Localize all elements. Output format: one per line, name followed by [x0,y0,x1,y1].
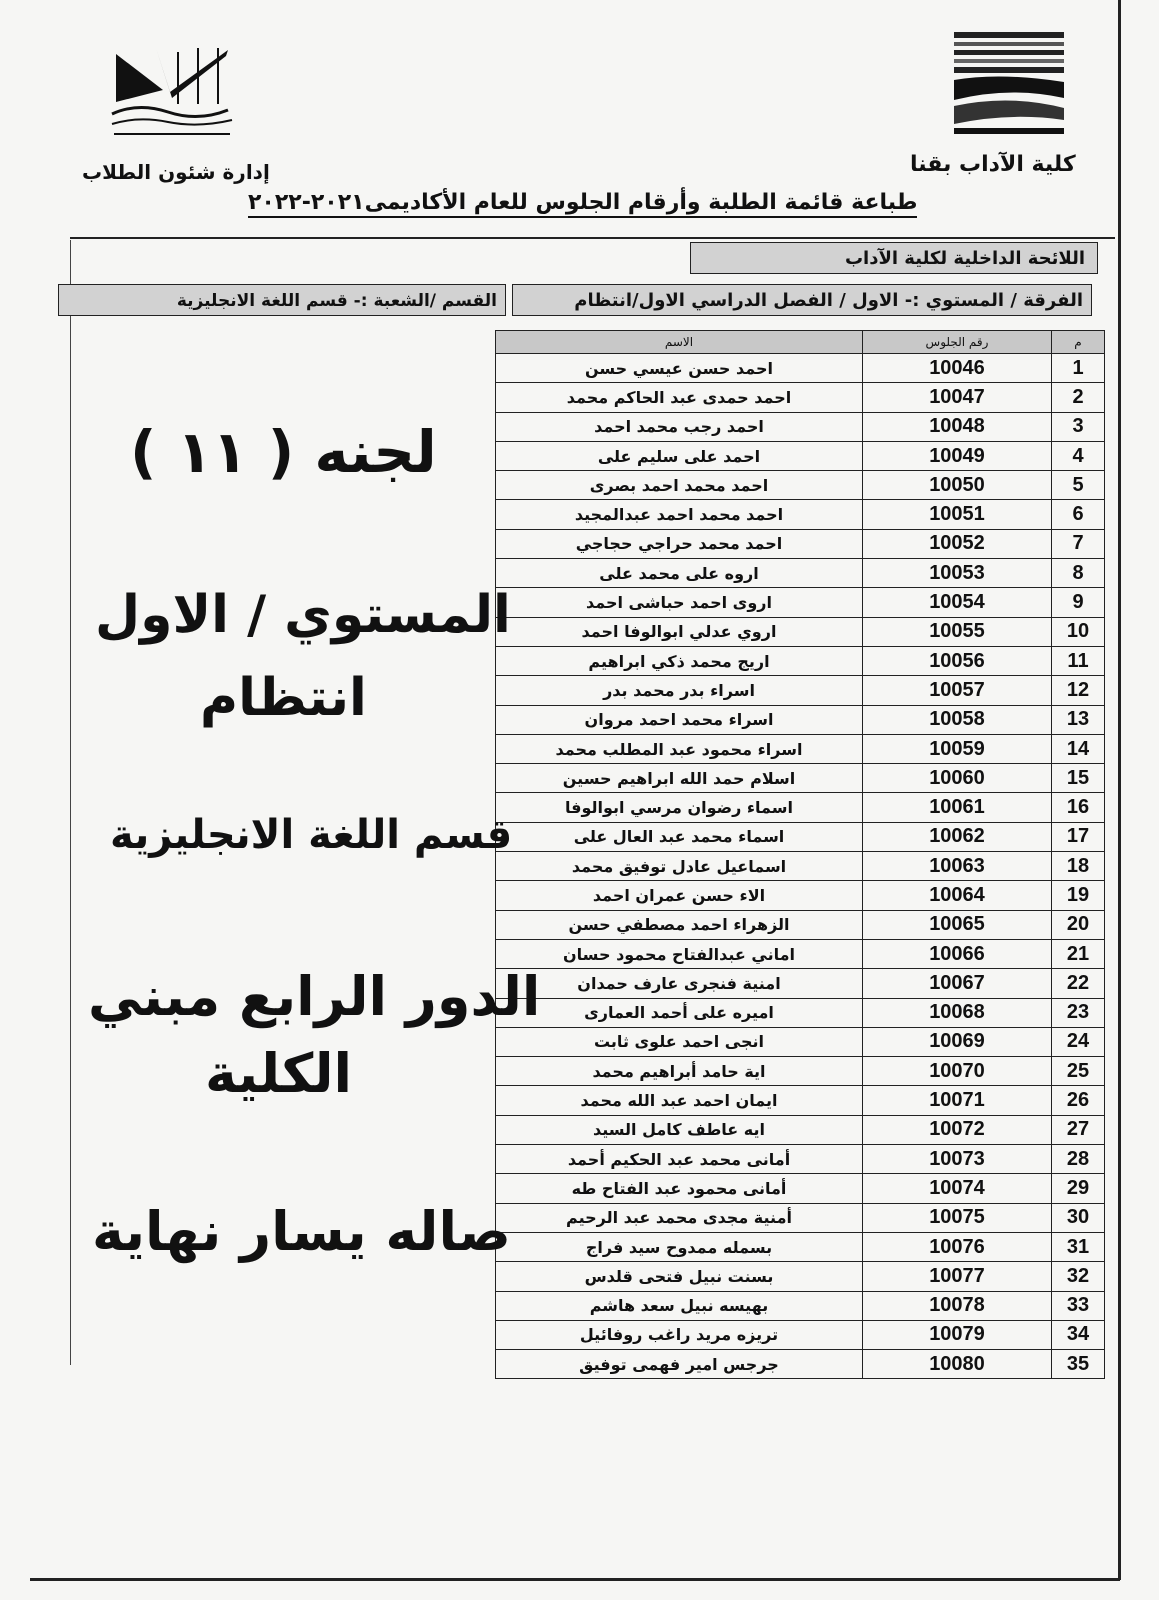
table-row [496,1203,1105,1232]
seat-number: 10069 [863,1027,1052,1056]
student-name: بسنت نبيل فتحى قلدس [496,1262,863,1291]
seat-number: 10068 [863,998,1052,1027]
student-name: احمد محمد احمد عبدالمجيد [496,500,863,529]
seat-number: 10065 [863,910,1052,939]
department-note: قسم اللغة الانجليزية [110,812,513,858]
table-row [496,588,1105,617]
seat-number: 10049 [863,441,1052,470]
table-row [496,998,1105,1027]
seat-number: 10047 [863,383,1052,412]
row-number: 13 [1052,705,1105,734]
row-number: 3 [1052,412,1105,441]
row-number: 2 [1052,383,1105,412]
table-row [496,471,1105,500]
seat-number: 10080 [863,1350,1052,1379]
row-number: 16 [1052,793,1105,822]
student-name: تريزه مريد راغب روفائيل [496,1320,863,1349]
seat-number: 10075 [863,1203,1052,1232]
seat-number: 10078 [863,1291,1052,1320]
table-row [496,939,1105,968]
row-number: 23 [1052,998,1105,1027]
row-number: 15 [1052,764,1105,793]
row-number: 22 [1052,969,1105,998]
level-bar: الفرقة / المستوي :- الاول / الفصل الدراسي الاول/انتظام [512,284,1092,316]
seat-number: 10074 [863,1174,1052,1203]
header-seat: رقم الجلوس [863,331,1052,354]
table-row [496,676,1105,705]
row-number: 11 [1052,646,1105,675]
seat-number: 10052 [863,529,1052,558]
header-name: الاسم [496,331,863,354]
row-number: 14 [1052,734,1105,763]
row-number: 34 [1052,1320,1105,1349]
student-name: احمد حسن عيسي حسن [496,354,863,383]
student-name: اسماء رضوان مرسي ابوالوفا [496,793,863,822]
header-divider [70,237,1115,239]
seat-number: 10053 [863,559,1052,588]
seat-number: 10055 [863,617,1052,646]
floor-note: الدور الرابع مبني [88,965,541,1028]
seat-number: 10054 [863,588,1052,617]
student-name: اروى احمد حباشى احمد [496,588,863,617]
level-note: المستوي / الاول [95,585,511,645]
table-row [496,500,1105,529]
row-number: 8 [1052,559,1105,588]
seat-number: 10059 [863,734,1052,763]
table-row [496,1057,1105,1086]
row-number: 29 [1052,1174,1105,1203]
table-row [496,969,1105,998]
student-name: ايه عاطف كامل السيد [496,1115,863,1144]
row-number: 27 [1052,1115,1105,1144]
student-name: بسمله ممدوح سيد فراج [496,1232,863,1261]
page-border-bottom [30,1578,1120,1581]
table-row [496,617,1105,646]
seat-number: 10073 [863,1145,1052,1174]
table-row [496,793,1105,822]
student-name: اية حامد أبراهيم محمد [496,1057,863,1086]
table-row [496,1115,1105,1144]
seat-number: 10066 [863,939,1052,968]
student-name: اسراء بدر محمد بدر [496,676,863,705]
university-logo [108,42,238,142]
seat-number: 10070 [863,1057,1052,1086]
table-row [496,1320,1105,1349]
student-name: انجى احمد علوى ثابت [496,1027,863,1056]
seat-number: 10067 [863,969,1052,998]
row-number: 6 [1052,500,1105,529]
seat-number: 10072 [863,1115,1052,1144]
student-name: ايمان احمد عبد الله محمد [496,1086,863,1115]
table-header-row [496,331,1105,354]
table-row [496,910,1105,939]
table-row [496,441,1105,470]
row-number: 18 [1052,852,1105,881]
table-row [496,559,1105,588]
student-name: أمانى محمد عبد الحكيم أحمد [496,1145,863,1174]
row-number: 20 [1052,910,1105,939]
table-row [496,881,1105,910]
student-name: امنية فنجرى عارف حمدان [496,969,863,998]
seat-number: 10076 [863,1232,1052,1261]
faculty-name: كلية الآداب بقنا [910,152,1076,177]
row-number: 5 [1052,471,1105,500]
student-name: أمانى محمود عبد الفتاح طه [496,1174,863,1203]
row-number: 9 [1052,588,1105,617]
seat-number: 10062 [863,822,1052,851]
seat-number: 10064 [863,881,1052,910]
row-number: 33 [1052,1291,1105,1320]
seat-number: 10056 [863,646,1052,675]
department-bar: القسم /الشعبة :- قسم اللغة الانجليزية [58,284,506,316]
faculty-of-arts-logo [950,28,1068,140]
table-row [496,412,1105,441]
row-number: 12 [1052,676,1105,705]
student-roster-table [495,330,1105,1379]
student-name: أمنية مجدى محمد عبد الرحيم [496,1203,863,1232]
table-row [496,529,1105,558]
seat-number: 10050 [863,471,1052,500]
row-number: 1 [1052,354,1105,383]
table-row [496,354,1105,383]
seat-number: 10079 [863,1320,1052,1349]
row-number: 10 [1052,617,1105,646]
student-name: اسلام حمد الله ابراهيم حسين [496,764,863,793]
student-name: احمد حمدى عبد الحاكم محمد [496,383,863,412]
student-name: بهيسه نبيل سعد هاشم [496,1291,863,1320]
table-row [496,764,1105,793]
row-number: 30 [1052,1203,1105,1232]
table-row [496,822,1105,851]
student-name: الزهراء احمد مصطفي حسن [496,910,863,939]
student-name: اروي عدلي ابوالوفا احمد [496,617,863,646]
document-title: طباعة قائمة الطلبة وأرقام الجلوس للعام الأكاديمى٢٠٢١-٢٠٢٢ [248,190,917,218]
student-name: احمد رجب محمد احمد [496,412,863,441]
table-row [496,1291,1105,1320]
student-name: اسماعيل عادل توفيق محمد [496,852,863,881]
row-number: 26 [1052,1086,1105,1115]
seat-number: 10046 [863,354,1052,383]
seat-number: 10058 [863,705,1052,734]
row-number: 28 [1052,1145,1105,1174]
college-note: الكلية [205,1042,353,1105]
hall-note: صاله يسار نهاية [92,1200,511,1263]
committee-note: لجنه ( ١١ ) [130,418,437,486]
row-number: 31 [1052,1232,1105,1261]
seat-number: 10077 [863,1262,1052,1291]
table-row [496,646,1105,675]
row-number: 19 [1052,881,1105,910]
row-number: 21 [1052,939,1105,968]
table-row [496,1350,1105,1379]
student-name: اسراء محمد احمد مروان [496,705,863,734]
student-name: جرجس امير فهمى توفيق [496,1350,863,1379]
row-number: 32 [1052,1262,1105,1291]
student-affairs-label: إدارة شئون الطلاب [82,160,270,184]
bylaw-bar: اللائحة الداخلية لكلية الآداب [690,242,1098,274]
page-border-left [70,240,71,1365]
seat-number: 10057 [863,676,1052,705]
table-row [496,852,1105,881]
student-name: اميره على أحمد العمارى [496,998,863,1027]
seat-number: 10060 [863,764,1052,793]
row-number: 7 [1052,529,1105,558]
row-number: 25 [1052,1057,1105,1086]
student-name: احمد محمد حراجي حجاجي [496,529,863,558]
row-number: 35 [1052,1350,1105,1379]
header-no: م [1052,331,1105,354]
table-row [496,383,1105,412]
student-name: احمد محمد احمد بصرى [496,471,863,500]
row-number: 4 [1052,441,1105,470]
row-number: 24 [1052,1027,1105,1056]
table-row [496,1174,1105,1203]
student-name: اسراء محمود عبد المطلب محمد [496,734,863,763]
student-name: اروه على محمد على [496,559,863,588]
table-row [496,734,1105,763]
seat-number: 10071 [863,1086,1052,1115]
student-name: اسماء محمد عبد العال على [496,822,863,851]
regular-note: انتظام [200,668,367,728]
student-name: احمد على سليم على [496,441,863,470]
table-row [496,1086,1105,1115]
page-border-right [1118,0,1121,1580]
seat-number: 10063 [863,852,1052,881]
seat-number: 10061 [863,793,1052,822]
seat-number: 10051 [863,500,1052,529]
student-name: اماني عبدالفتاح محمود حسان [496,939,863,968]
student-name: اريج محمد ذكي ابراهيم [496,646,863,675]
student-name: الاء حسن عمران احمد [496,881,863,910]
seat-number: 10048 [863,412,1052,441]
table-row [496,1145,1105,1174]
row-number: 17 [1052,822,1105,851]
table-row [496,1027,1105,1056]
table-row [496,1232,1105,1261]
table-row [496,705,1105,734]
table-row [496,1262,1105,1291]
